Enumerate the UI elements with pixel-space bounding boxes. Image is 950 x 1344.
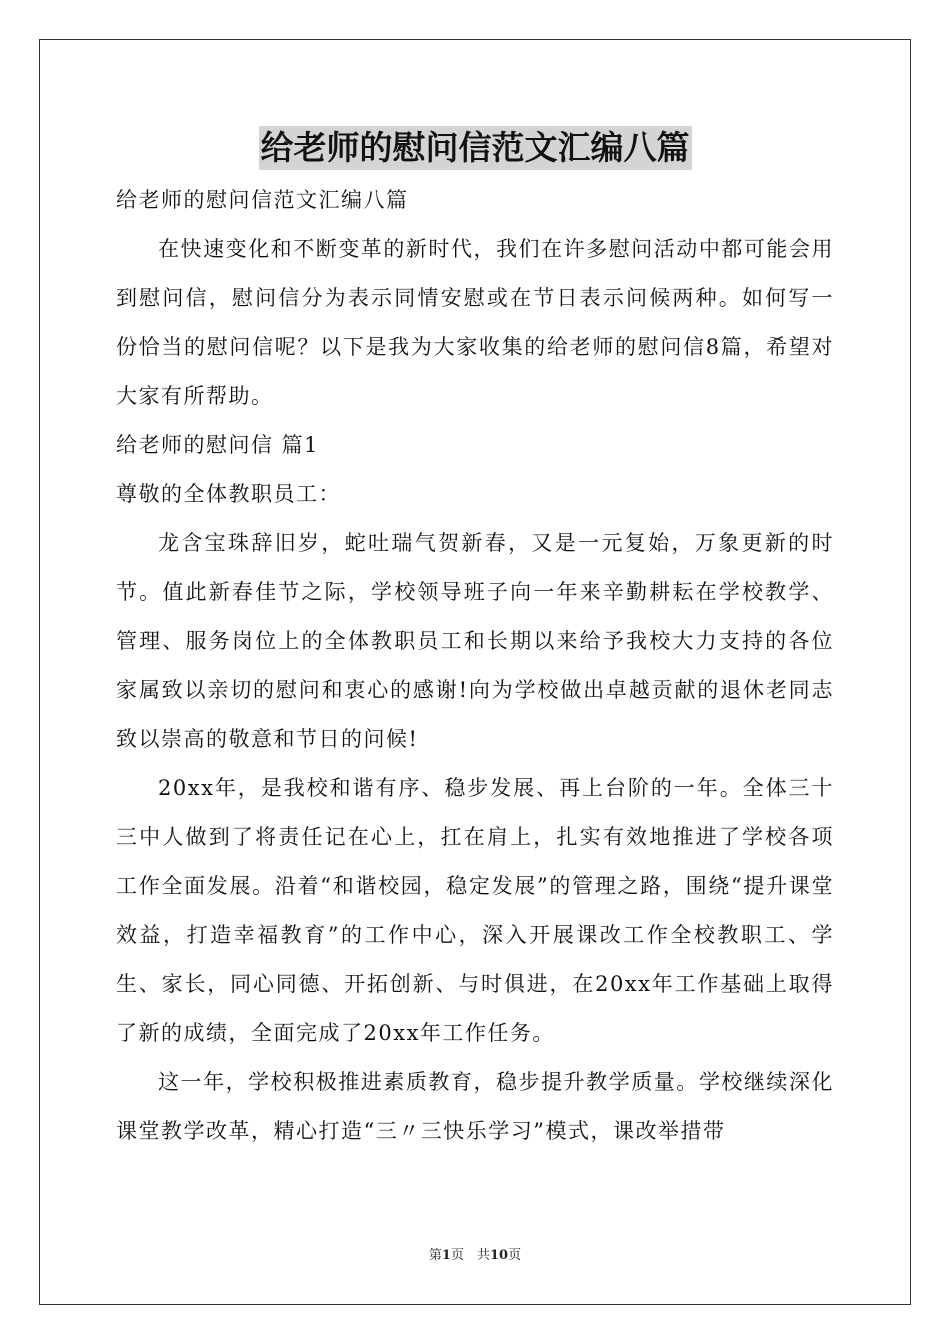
page-label-mid: 页 共 — [450, 1248, 490, 1263]
paragraph: 在快速变化和不断变革的新时代，我们在许多慰问活动中都可能会用到慰问信，慰问信分为表示同情安慰或在节日表示问候两种。如何写一份恰当的慰问信呢？以下是我为大家收集的给老师的慰问信8篇，希望对大家有所帮助。 — [116, 237, 834, 408]
paragraph: 这一年，学校积极推进素质教育，稳步提升教学质量。学校继续深化课堂教学改革，精心打造“三〃三快乐学习”模式，课改举措带 — [116, 1070, 834, 1143]
paragraph: 龙含宝珠辞旧岁，蛇吐瑞气贺新春，又是一元复始，万象更新的时节。值此新春佳节之际，学校领导班子向一年来辛勤耕耘在学校教学、管理、服务岗位上的全体教职员工和长期以来给予我校大力支持的各位家属致以亲切的慰问和衷心的感谢!向为学校做出卓越贡献的退休老同志致以崇高的敬意和节日的问候! — [116, 531, 834, 751]
page-footer — [0, 1247, 950, 1265]
page-total: 10 — [489, 1248, 509, 1263]
page-label-prefix: 第 — [428, 1248, 442, 1263]
salutation: 尊敬的全体教职员工： — [116, 482, 341, 506]
document-body — [116, 176, 834, 1156]
paragraph: 给老师的慰问信范文汇编八篇 — [116, 188, 409, 212]
paragraph: 20xx年，是我校和谐有序、稳步发展、再上台阶的一年。全体三十三中人做到了将责任记在心上，扛在肩上，扎实有效地推进了学校各项工作全面发展。沿着“和谐校园，稳定发展”的管理之路，围绕“提升课堂效益，打造幸福教育”的工作中心，深入开展课改工作全校教职工、学生、家长，同心同德、开拓创新、与时俱进，在20xx年工作基础上取得了新的成绩，全面完成了20xx年工作任务。 — [116, 776, 834, 1045]
page-current: 1 — [441, 1248, 451, 1263]
title-wrap — [0, 126, 950, 170]
section-heading: 给老师的慰问信 篇1 — [116, 433, 320, 457]
document-title: 给老师的慰问信范文汇编八篇 — [259, 126, 692, 170]
page-label-suffix: 页 — [508, 1248, 522, 1263]
